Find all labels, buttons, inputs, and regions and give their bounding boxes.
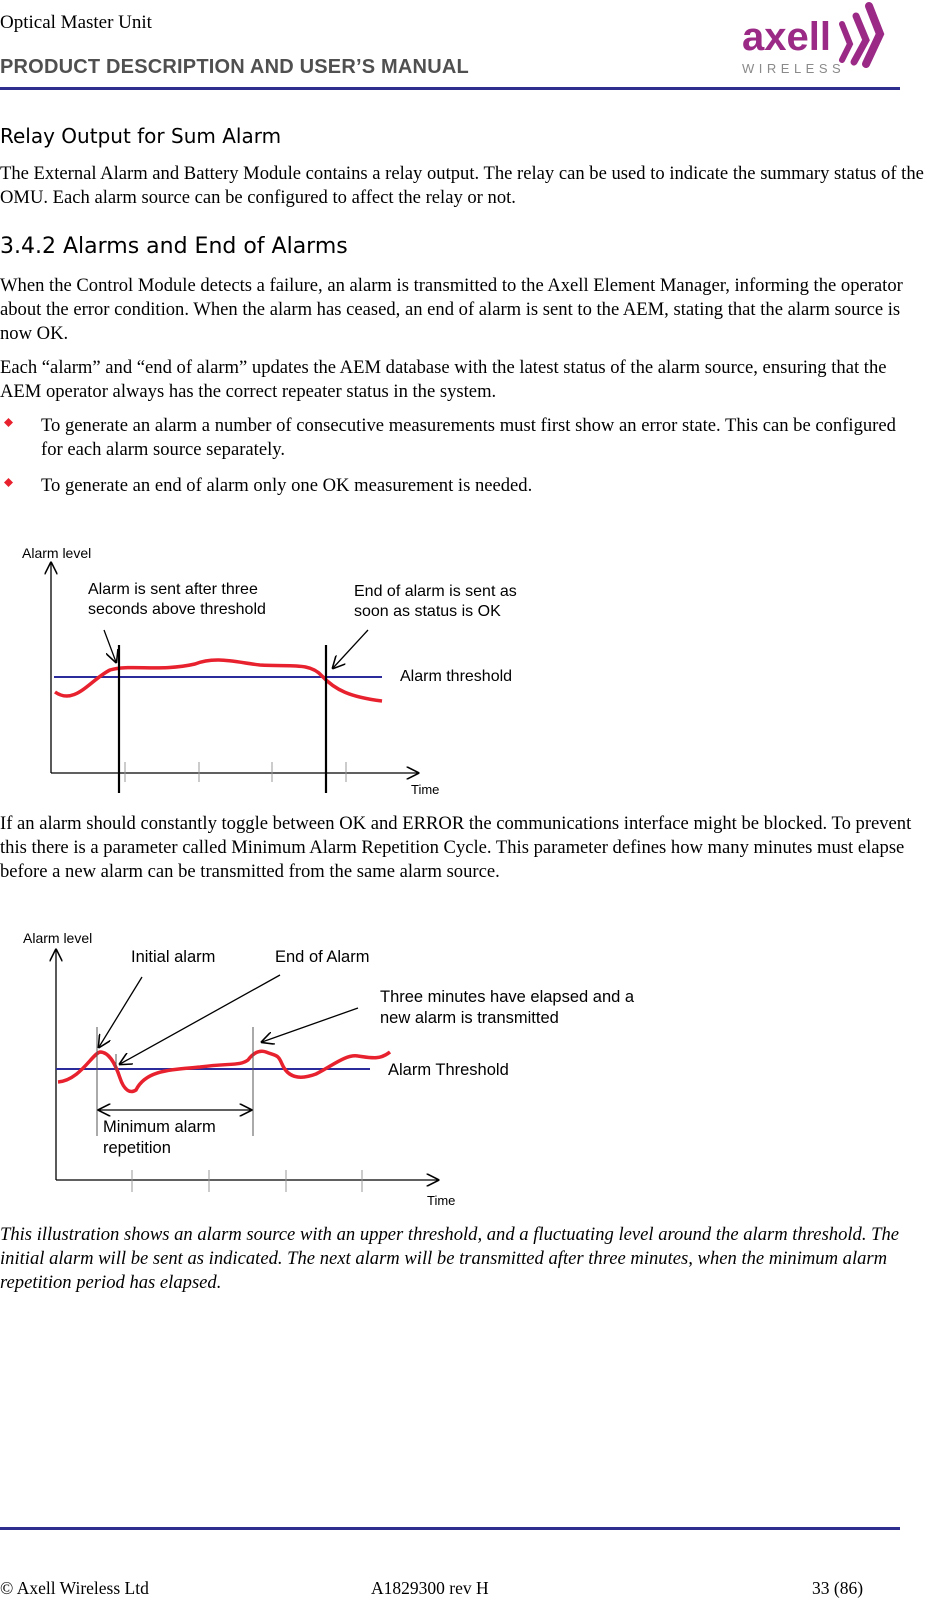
bullet-diamond-icon <box>4 478 13 487</box>
annotation-arrow <box>120 975 280 1064</box>
threshold-label: Alarm threshold <box>400 668 513 685</box>
footer-doc-number: A1829300 rev H <box>371 1578 489 1598</box>
footer-copyright: © Axell Wireless Ltd <box>0 1578 149 1598</box>
min-repetition-label: Minimum alarm <box>103 1118 216 1136</box>
doc-title: Optical Master Unit <box>0 12 152 33</box>
elapsed-note: Three minutes have elapsed and a <box>380 988 635 1006</box>
logo-chevron-3 <box>866 6 880 64</box>
end-of-alarm-label: End of Alarm <box>275 948 370 966</box>
footer-page-number: 33 (86) <box>812 1578 864 1598</box>
y-axis-label: Alarm level <box>22 545 92 561</box>
elapsed-note: new alarm is transmitted <box>380 1009 559 1027</box>
min-repetition-label: repetition <box>103 1139 171 1157</box>
x-axis-label: Time <box>427 1193 456 1208</box>
relay-paragraph: The External Alarm and Battery Module contains a relay output. The relay can be used to indicate the summary status of the OMU. Each alarm source can be configured to affect the relay or not. <box>0 163 924 208</box>
x-axis-label: Time <box>411 782 440 797</box>
annotation-arrow <box>262 1008 358 1042</box>
bullet-diamond-icon <box>4 418 13 427</box>
bullet-item: To generate an alarm a number of consecutive measurements must first show an error state. This can be configured for each alarm source separately. <box>41 415 896 460</box>
logo-chevron-2 <box>854 16 866 62</box>
alarm-timing-figure-1 <box>0 530 560 810</box>
logo-subtext: WIRELESS <box>742 61 846 76</box>
alarms-paragraph-2: Each “alarm” and “end of alarm” updates the AEM database with the latest status of the alarm source, ensuring that the AEM operator always has the correct repeater status in the system. <box>0 357 887 402</box>
initial-alarm-label: Initial alarm <box>131 948 216 966</box>
alarm-timing-figure-2 <box>0 920 680 1220</box>
note-end-of-alarm: End of alarm is sent as <box>354 583 517 600</box>
manual-title: PRODUCT DESCRIPTION AND USER’S MANUAL <box>0 56 469 78</box>
relay-heading: Relay Output for Sum Alarm <box>0 124 282 148</box>
footer-rule <box>0 1527 900 1530</box>
alarms-heading: 3.4.2 Alarms and End of Alarms <box>0 234 348 259</box>
annotation-arrow <box>333 630 368 668</box>
signal-curve <box>58 1051 390 1091</box>
annotation-arrow <box>104 630 116 662</box>
bullet-item: To generate an end of alarm only one OK measurement is needed. <box>41 475 533 496</box>
y-axis-label: Alarm level <box>23 930 93 946</box>
note-end-of-alarm: soon as status is OK <box>354 603 501 620</box>
header-rule <box>0 87 900 90</box>
note-alarm-sent: seconds above threshold <box>88 601 266 618</box>
logo-wordmark: axell <box>742 15 831 59</box>
toggle-paragraph: If an alarm should constantly toggle between OK and ERROR the communications interface might be blocked. To prevent this there is a parameter called Minimum Alarm Repetition Cycle. This parameter defines how many minutes must elapse before a new alarm can be transmitted from the same alarm source. <box>0 813 912 882</box>
figure-caption: This illustration shows an alarm source with an upper threshold, and a fluctuating level around the alarm threshold. The initial alarm will be sent as indicated. The next alarm will be transmitted after three minutes, when the minimum alarm repetition period has elapsed. <box>0 1224 900 1293</box>
signal-curve <box>55 660 382 701</box>
alarms-paragraph-1: When the Control Module detects a failure, an alarm is transmitted to the Axell Element Manager, informing the operator about the error condition. When the alarm has ceased, an end of alarm is sent to the AEM, stating that the alarm source is now OK. <box>0 275 903 344</box>
logo-chevron-1 <box>842 24 850 60</box>
threshold-label: Alarm Threshold <box>388 1061 509 1079</box>
annotation-arrow <box>99 977 142 1047</box>
axell-logo <box>742 0 902 80</box>
note-alarm-sent: Alarm is sent after three <box>88 581 258 598</box>
